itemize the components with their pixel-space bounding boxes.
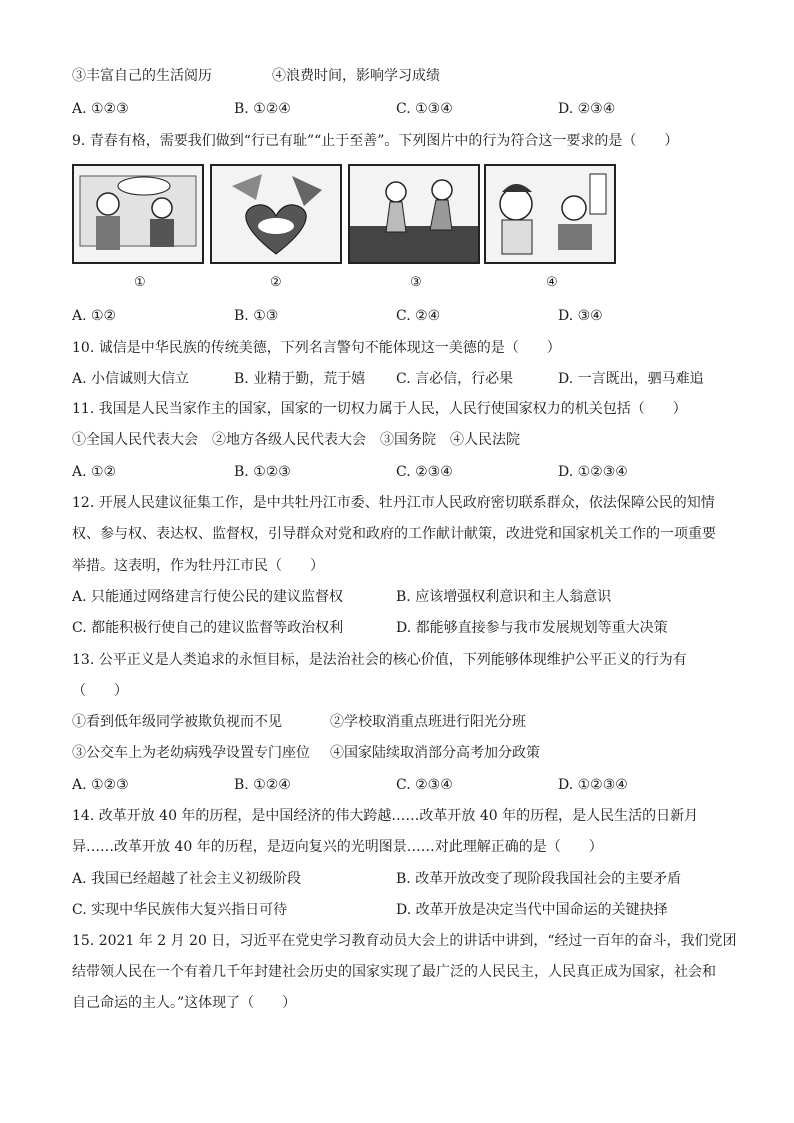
q8-option-4: ④浪费时间，影响学习成绩: [272, 68, 440, 84]
q11-choices: [72, 462, 732, 482]
choice-b[interactable]: B. 业精于勤，荒于嬉: [234, 371, 366, 387]
choice-c[interactable]: C. ②③④: [396, 464, 453, 480]
picture-3: [348, 164, 480, 264]
picture-2: [210, 164, 342, 264]
picture-4-caption: ④: [546, 275, 558, 290]
choice-d[interactable]: D. 改革开放是决定当代中国命运的关键抉择: [396, 902, 668, 918]
q13-choices: [72, 775, 732, 795]
q12-stem-line-1: 12. 开展人民建议征集工作，是中共牡丹江市委、牡丹江市人民政府密切联系群众，依法保障公民的知情: [72, 495, 715, 511]
q13-stem-line-2: （ ）: [72, 683, 128, 699]
choice-c[interactable]: C. ②③④: [396, 777, 453, 793]
q13-item-4: ④国家陆续取消部分高考加分政策: [330, 745, 540, 761]
picture-4: [484, 164, 616, 264]
choice-a[interactable]: A. 只能通过网络建言行使公民的建议监督权: [72, 589, 344, 605]
q13-item-3: ③公交车上为老幼病残孕设置专门座位: [72, 745, 310, 761]
q11-stem: 11. 我国是人民当家作主的国家，国家的一切权力属于人民，人民行使国家权力的机关包括（ ）: [72, 401, 687, 417]
picture-3-caption: ③: [410, 275, 422, 290]
q10-stem: 10. 诚信是中华民族的传统美德，下列名言警句不能体现这一美德的是（ ）: [72, 340, 561, 356]
q9-stem: 9. 青春有格，需要我们做到“行已有耻”“止于至善”。下列图片中的行为符合这一要求的是（ ）: [72, 133, 679, 149]
q8-option-3: ③丰富自己的生活阅历: [72, 68, 212, 84]
picture-1-caption: ①: [134, 275, 146, 290]
q12-stem-line-3: 举措。这表明，作为牡丹江市民（ ）: [72, 558, 324, 574]
q13-items-row-1: [72, 712, 732, 732]
choice-a[interactable]: A. 我国已经超越了社会主义初级阶段: [72, 871, 302, 887]
choice-b[interactable]: B. 改革开放改变了现阶段我国社会的主要矛盾: [396, 871, 682, 887]
q8-choices: [72, 99, 732, 119]
picture-2-caption: ②: [270, 275, 282, 290]
q12-choices-row-2: [72, 618, 732, 638]
q14-stem-line-1: 14. 改革开放 40 年的历程，是中国经济的伟大跨越……改革开放 40 年的历程，是人民生活的日新月: [72, 808, 699, 824]
choice-d[interactable]: D. ②③④: [558, 101, 616, 117]
choice-d[interactable]: D. ①②③④: [558, 464, 628, 480]
picture-1: [72, 164, 204, 264]
choice-c[interactable]: C. 实现中华民族伟大复兴指日可待: [72, 902, 288, 918]
choice-a[interactable]: A. ①②③: [72, 101, 129, 117]
q15-stem-line-3: 自己命运的主人。”这体现了（ ）: [72, 995, 297, 1011]
q15-stem-line-1: 15. 2021 年 2 月 20 日，习近平在党史学习教育动员大会上的讲话中讲到，“经过一百年的奋斗，我们党团: [72, 933, 737, 949]
q13-items-row-2: [72, 743, 732, 763]
choice-c[interactable]: C. ①③④: [396, 101, 453, 117]
choice-d[interactable]: D. 都能够直接参与我市发展规划等重大决策: [396, 620, 668, 636]
choice-c[interactable]: C. 言必信，行必果: [396, 371, 514, 387]
choice-d[interactable]: D. 一言既出，驷马难追: [558, 371, 704, 387]
q13-item-2: ②学校取消重点班进行阳光分班: [330, 714, 526, 730]
choice-d[interactable]: D. ③④: [558, 308, 603, 324]
q11-items: ①全国人民代表大会 ②地方各级人民代表大会 ③国务院 ④人民法院: [72, 432, 520, 448]
choice-d[interactable]: D. ①②③④: [558, 777, 628, 793]
q13-item-1: ①看到低年级同学被欺负视而不见: [72, 714, 282, 730]
choice-b[interactable]: B. ①②④: [234, 777, 291, 793]
choice-a[interactable]: A. ①②: [72, 464, 117, 480]
q15-stem-line-2: 结带领人民在一个有着几千年封建社会历史的国家实现了最广泛的人民民主，人民真正成为国家，社会和: [72, 964, 716, 980]
q13-stem-line-1: 13. 公平正义是人类追求的永恒目标，是法治社会的核心价值，下列能够体现维护公平正义的行为有: [72, 652, 687, 668]
choice-b[interactable]: B. ①②③: [234, 464, 291, 480]
choice-c[interactable]: C. ②④: [396, 308, 441, 324]
choice-b[interactable]: B. ①②④: [234, 101, 291, 117]
q12-choices-row-1: [72, 587, 732, 607]
q9-choices: [72, 306, 732, 326]
q14-choices-row-2: [72, 900, 732, 920]
choice-b[interactable]: B. ①③: [234, 308, 279, 324]
choice-a[interactable]: A. ①②③: [72, 777, 129, 793]
q10-choices: [72, 369, 732, 389]
q14-stem-line-2: 异……改革开放 40 年的历程，是迈向复兴的光明图景……对此理解正确的是（ ）: [72, 839, 603, 855]
choice-a[interactable]: A. ①②: [72, 308, 117, 324]
choice-c[interactable]: C. 都能积极行使自己的建议监督等政治权利: [72, 620, 344, 636]
q8-items-row: [72, 66, 732, 86]
q12-stem-line-2: 权、参与权、表达权、监督权，引导群众对党和政府的工作献计献策，改进党和国家机关工作的一项重要: [72, 526, 716, 542]
q14-choices-row-1: [72, 869, 732, 889]
choice-b[interactable]: B. 应该增强权利意识和主人翁意识: [396, 589, 612, 605]
q9-pictures: [72, 164, 616, 268]
choice-a[interactable]: A. 小信诚则大信立: [72, 371, 190, 387]
